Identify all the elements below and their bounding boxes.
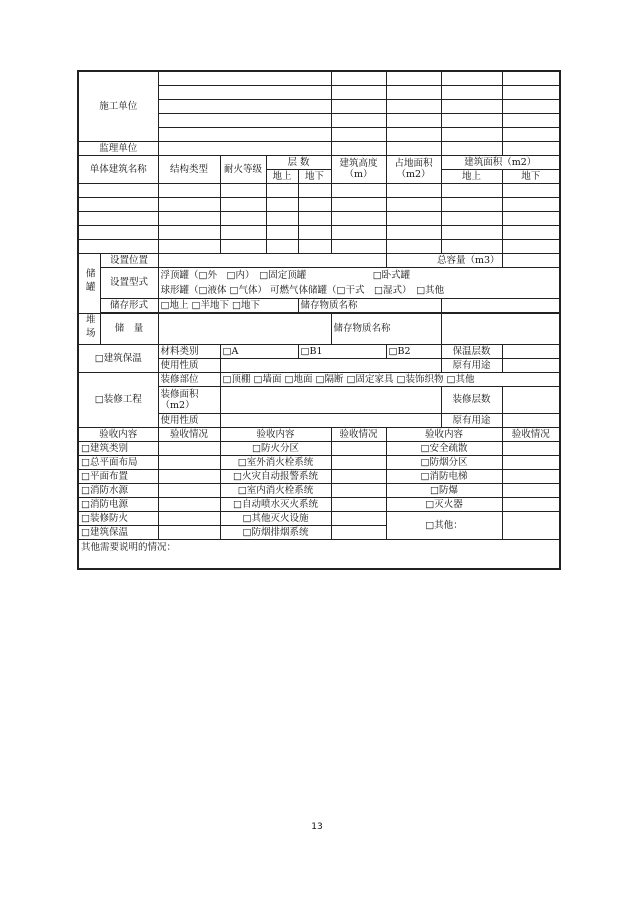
construction-unit-cell[interactable] — [158, 113, 331, 127]
insulation-original-use-cell[interactable] — [502, 358, 560, 372]
building-cell[interactable] — [78, 183, 158, 197]
building-name-header: 单体建筑名称 — [78, 155, 158, 183]
acceptance-status-cell[interactable] — [502, 455, 560, 469]
building-row — [78, 183, 560, 197]
acceptance-header-content-2: 验收内容 — [220, 427, 331, 441]
insulation-layers-label: 保温层数 — [441, 344, 502, 358]
floors-header: 层 数 — [266, 155, 331, 169]
acceptance-item[interactable]: □防烟分区 — [386, 455, 502, 469]
construction-unit-cell[interactable] — [158, 99, 331, 113]
acceptance-status-cell[interactable] — [331, 525, 386, 539]
building-cell[interactable] — [220, 183, 266, 197]
decoration-use-cell[interactable] — [220, 413, 441, 427]
construction-unit-cell[interactable] — [386, 71, 441, 85]
construction-unit-cell[interactable] — [441, 113, 502, 127]
construction-unit-cell[interactable] — [331, 113, 386, 127]
building-header-row — [78, 155, 560, 169]
building-cell[interactable] — [502, 211, 560, 225]
building-row — [78, 239, 560, 253]
construction-unit-cell[interactable] — [441, 99, 502, 113]
acceptance-status-cell[interactable] — [502, 441, 560, 455]
yard-storage-label: 储 量 — [100, 313, 158, 344]
tank-type-options-row2[interactable]: 球形罐（□液体 □气体） 可燃气体储罐（□干式 □湿式） □其他 — [160, 284, 445, 296]
construction-unit-cell[interactable] — [158, 85, 331, 99]
tank-storage-row — [78, 298, 560, 312]
building-cell[interactable] — [266, 197, 298, 211]
tank-total-capacity-label: 总容量（m3） — [386, 253, 502, 267]
acceptance-status-cell[interactable] — [502, 511, 560, 539]
building-cell[interactable] — [331, 211, 386, 225]
building-cell[interactable] — [441, 197, 502, 211]
building-cell[interactable] — [266, 239, 298, 253]
acceptance-item[interactable]: □灭火器 — [386, 497, 502, 511]
construction-unit-label: 施工单位 — [78, 71, 158, 141]
building-cell[interactable] — [441, 183, 502, 197]
construction-unit-cell[interactable] — [502, 71, 560, 85]
tank-location-row — [78, 253, 560, 267]
decoration-parts-options[interactable]: □顶棚 □墙面 □地面 □隔断 □固定家具 □装饰织物 □其他 — [220, 372, 560, 386]
construction-unit-cell[interactable] — [441, 85, 502, 99]
building-cell[interactable] — [298, 225, 331, 239]
tank-side-text: 储罐 — [83, 268, 95, 295]
acceptance-item[interactable]: □安全疏散 — [386, 441, 502, 455]
structure-type-header: 结构类型 — [158, 155, 220, 183]
storage-form-label: 储存形式 — [100, 298, 158, 312]
tank-location-label: 设置位置 — [100, 253, 158, 267]
building-area-header: 建筑面积（m2） — [441, 155, 560, 169]
acceptance-item[interactable]: □防烟排烟系统 — [220, 525, 331, 539]
storage-form-options[interactable]: □地上 □半地下 □地下 — [158, 298, 298, 312]
acceptance-item[interactable]: □消防水源 — [78, 483, 158, 497]
construction-unit-cell[interactable] — [331, 127, 386, 141]
yard-row — [78, 313, 560, 344]
acceptance-item[interactable]: □平面布置 — [78, 469, 158, 483]
construction-unit-cell[interactable] — [502, 85, 560, 99]
tank-location-cell[interactable] — [158, 253, 386, 267]
form-page — [77, 70, 559, 570]
building-cell[interactable] — [220, 225, 266, 239]
insulation-use-label: 使用性质 — [158, 358, 220, 372]
acceptance-status-cell[interactable] — [158, 483, 220, 497]
building-cell[interactable] — [502, 183, 560, 197]
construction-unit-cell[interactable] — [331, 85, 386, 99]
building-cell[interactable] — [441, 225, 502, 239]
area-above-header: 地上 — [441, 169, 502, 183]
acceptance-status-cell[interactable] — [158, 469, 220, 483]
yard-side-text: 堆场 — [83, 313, 95, 341]
building-cell[interactable] — [158, 197, 220, 211]
yard-material-name-label: 储存物质名称 — [331, 313, 441, 344]
acceptance-status-cell[interactable] — [331, 483, 386, 497]
acceptance-row — [78, 483, 560, 497]
construction-unit-cell[interactable] — [331, 99, 386, 113]
acceptance-header-status-1: 验收情况 — [158, 427, 220, 441]
building-cell[interactable] — [298, 211, 331, 225]
acceptance-row — [78, 455, 560, 469]
building-cell[interactable] — [386, 239, 441, 253]
insulation-original-use-label: 原有用途 — [441, 358, 502, 372]
tank-type-options[interactable] — [158, 267, 560, 298]
building-cell[interactable] — [331, 197, 386, 211]
supervision-unit-cell[interactable] — [502, 141, 560, 155]
fire-rating-header: 耐火等级 — [220, 155, 266, 183]
acceptance-status-cell[interactable] — [502, 483, 560, 497]
tank-capacity-cell[interactable] — [502, 253, 560, 267]
acceptance-row — [78, 469, 560, 483]
acceptance-status-cell[interactable] — [331, 511, 386, 525]
other-notes-row — [78, 539, 560, 569]
acceptance-status-cell[interactable] — [158, 511, 220, 525]
supervision-unit-cell[interactable] — [441, 141, 502, 155]
supervision-unit-row — [78, 141, 560, 155]
acceptance-status-cell[interactable] — [331, 469, 386, 483]
construction-unit-cell[interactable] — [158, 127, 331, 141]
building-cell[interactable] — [266, 211, 298, 225]
height-header: 建筑高度（m） — [331, 155, 386, 183]
acceptance-item[interactable]: □防火分区 — [220, 441, 331, 455]
other-notes[interactable]: 其他需要说明的情况： — [78, 539, 560, 569]
supervision-unit-cell[interactable] — [386, 141, 441, 155]
building-cell[interactable] — [386, 197, 441, 211]
building-cell[interactable] — [298, 197, 331, 211]
tank-type-label: 设置型式 — [100, 267, 158, 298]
yard-side-label — [78, 313, 100, 344]
building-cell[interactable] — [158, 225, 220, 239]
insulation-opt-b2[interactable]: □B2 — [386, 344, 441, 358]
building-cell[interactable] — [331, 225, 386, 239]
building-cell[interactable] — [220, 197, 266, 211]
building-cell[interactable] — [78, 211, 158, 225]
construction-unit-cell[interactable] — [441, 127, 502, 141]
acceptance-item[interactable]: □室内消火栓系统 — [220, 483, 331, 497]
decoration-use-label: 使用性质 — [158, 413, 220, 427]
land-area-header: 占地面积（m2） — [386, 155, 441, 183]
construction-unit-row — [78, 71, 560, 85]
insulation-material-class-label: 材料类别 — [158, 344, 220, 358]
floors-below-header: 地下 — [298, 169, 331, 183]
acceptance-form-table — [77, 70, 561, 570]
acceptance-item[interactable]: □建筑类别 — [78, 441, 158, 455]
supervision-unit-label: 监理单位 — [78, 141, 158, 155]
building-cell[interactable] — [266, 183, 298, 197]
construction-unit-cell[interactable] — [502, 127, 560, 141]
acceptance-item[interactable]: □其他： — [386, 511, 502, 539]
insulation-label[interactable]: □建筑保温 — [78, 344, 158, 372]
construction-unit-cell[interactable] — [502, 113, 560, 127]
building-cell[interactable] — [502, 239, 560, 253]
decoration-layers-label: 装修层数 — [441, 386, 502, 413]
construction-unit-cell[interactable] — [386, 99, 441, 113]
building-cell[interactable] — [502, 197, 560, 211]
insulation-opt-a[interactable]: □A — [220, 344, 298, 358]
acceptance-status-cell[interactable] — [502, 469, 560, 483]
acceptance-header-content-1: 验收内容 — [78, 427, 158, 441]
construction-unit-cell[interactable] — [386, 113, 441, 127]
acceptance-status-cell[interactable] — [158, 497, 220, 511]
construction-unit-cell[interactable] — [331, 71, 386, 85]
building-row — [78, 225, 560, 239]
acceptance-status-cell[interactable] — [331, 441, 386, 455]
construction-unit-cell[interactable] — [386, 127, 441, 141]
building-cell[interactable] — [502, 225, 560, 239]
construction-unit-cell[interactable] — [158, 71, 331, 85]
decoration-part-label: 装修部位 — [158, 372, 220, 386]
insulation-opt-b1[interactable]: □B1 — [298, 344, 386, 358]
floors-above-header: 地上 — [266, 169, 298, 183]
acceptance-header-status-3: 验收情况 — [502, 427, 560, 441]
acceptance-item[interactable]: □火灾自动报警系统 — [220, 469, 331, 483]
building-cell[interactable] — [386, 183, 441, 197]
construction-unit-cell[interactable] — [502, 99, 560, 113]
decoration-original-use-label: 原有用途 — [441, 413, 502, 427]
building-cell[interactable] — [266, 225, 298, 239]
building-cell[interactable] — [331, 183, 386, 197]
building-cell[interactable] — [298, 183, 331, 197]
acceptance-item[interactable]: □其他灭火设施 — [220, 511, 331, 525]
construction-unit-cell[interactable] — [386, 85, 441, 99]
acceptance-item[interactable]: □自动喷水灭火系统 — [220, 497, 331, 511]
decoration-layers-cell[interactable] — [502, 386, 560, 413]
decoration-original-use-cell[interactable] — [502, 413, 560, 427]
decoration-row-1 — [78, 372, 560, 386]
acceptance-item[interactable]: □室外消火栓系统 — [220, 455, 331, 469]
building-cell[interactable] — [158, 183, 220, 197]
decoration-area-label: 装修面积（m2） — [158, 386, 220, 413]
building-cell[interactable] — [78, 197, 158, 211]
building-cell[interactable] — [158, 211, 220, 225]
tank-material-name-label: 储存物质名称 — [298, 298, 441, 312]
building-cell[interactable] — [220, 239, 266, 253]
area-below-header: 地下 — [502, 169, 560, 183]
construction-unit-cell[interactable] — [441, 71, 502, 85]
tank-material-name-cell[interactable] — [441, 298, 560, 312]
acceptance-header-content-3: 验收内容 — [386, 427, 502, 441]
acceptance-item[interactable]: □建筑保温 — [78, 525, 158, 539]
supervision-unit-cell[interactable] — [158, 141, 331, 155]
acceptance-row — [78, 497, 560, 511]
building-cell[interactable] — [78, 239, 158, 253]
acceptance-status-cell[interactable] — [502, 497, 560, 511]
acceptance-item[interactable]: □防爆 — [386, 483, 502, 497]
tank-type-options-row1[interactable]: 浮顶罐（□外 □内） □固定顶罐 □卧式罐 — [160, 269, 411, 281]
building-cell[interactable] — [158, 239, 220, 253]
acceptance-status-cell[interactable] — [331, 497, 386, 511]
acceptance-item[interactable]: □消防电梯 — [386, 469, 502, 483]
yard-storage-cell[interactable] — [158, 313, 331, 344]
acceptance-status-cell[interactable] — [331, 455, 386, 469]
page-number: 13 — [311, 822, 323, 832]
acceptance-item[interactable]: □总平面布局 — [78, 455, 158, 469]
yard-material-name-cell[interactable] — [441, 313, 560, 344]
acceptance-header-row — [78, 427, 560, 441]
tank-side-label — [78, 253, 100, 313]
decoration-label[interactable]: □装修工程 — [78, 372, 158, 427]
building-cell[interactable] — [220, 211, 266, 225]
building-row — [78, 197, 560, 211]
building-cell[interactable] — [386, 211, 441, 225]
acceptance-header-status-2: 验收情况 — [331, 427, 386, 441]
acceptance-row — [78, 511, 560, 525]
insulation-row-1 — [78, 344, 560, 358]
building-row — [78, 211, 560, 225]
building-cell[interactable] — [441, 211, 502, 225]
tank-type-row — [78, 267, 560, 298]
decoration-area-cell[interactable] — [220, 386, 441, 413]
building-cell[interactable] — [441, 239, 502, 253]
insulation-use-cell[interactable] — [220, 358, 441, 372]
acceptance-row — [78, 441, 560, 455]
building-cell[interactable] — [331, 239, 386, 253]
building-cell[interactable] — [298, 239, 331, 253]
acceptance-item[interactable]: □装修防火 — [78, 511, 158, 525]
acceptance-status-cell[interactable] — [158, 441, 220, 455]
acceptance-item[interactable]: □消防电源 — [78, 497, 158, 511]
acceptance-status-cell[interactable] — [158, 455, 220, 469]
acceptance-status-cell[interactable] — [158, 525, 220, 539]
building-cell[interactable] — [386, 225, 441, 239]
building-cell[interactable] — [78, 225, 158, 239]
supervision-unit-cell[interactable] — [331, 141, 386, 155]
insulation-layers-cell[interactable] — [502, 344, 560, 358]
